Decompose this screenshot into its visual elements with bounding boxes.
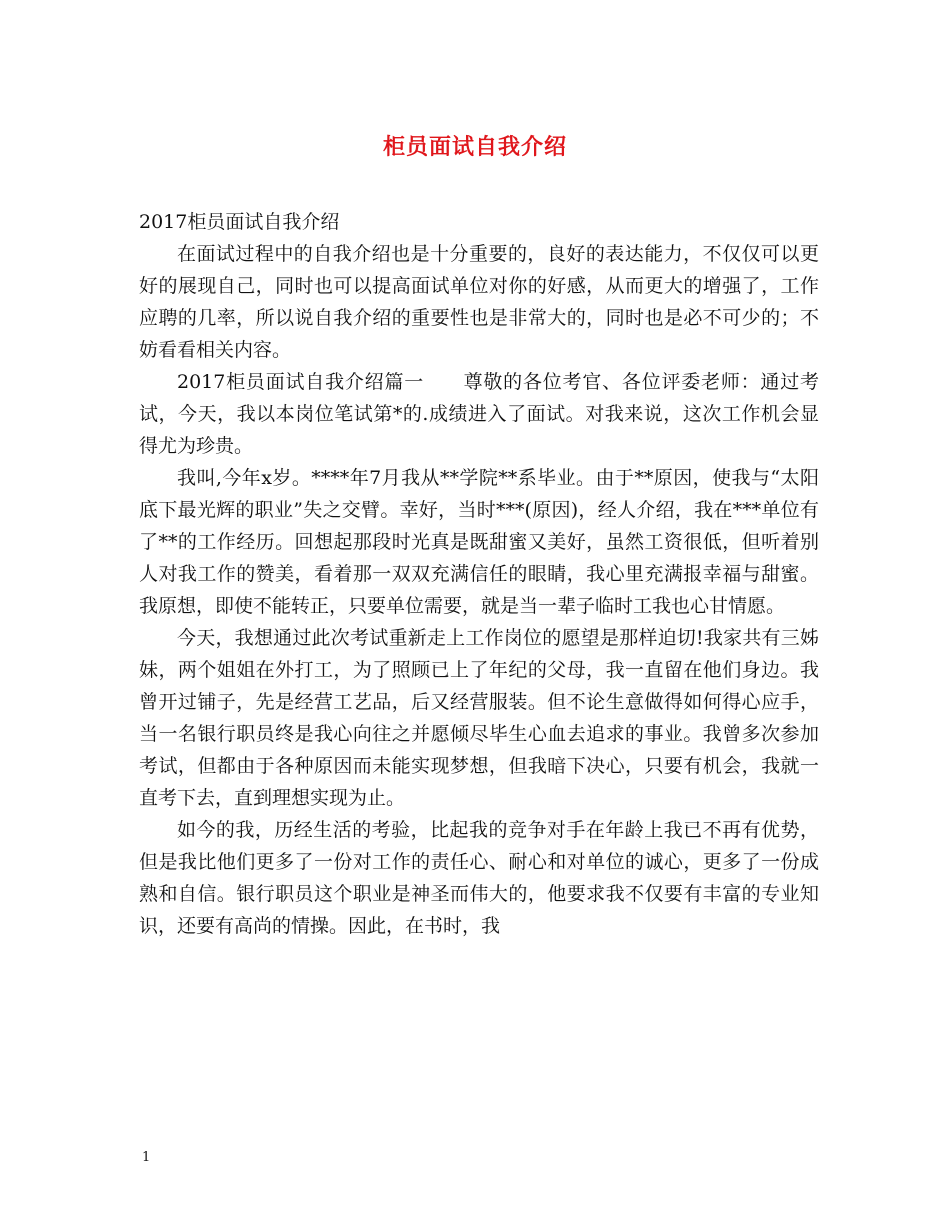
paragraph-greeting: 2017柜员面试自我介绍篇一 尊敬的各位考官、各位评委老师：通过考试，今天，我以本岗位笔试第*的.成绩进入了面试。对我来说，这次工作机会显得尤为珍贵。 [139,371,819,457]
paragraph-aspiration: 今天，我想通过此次考试重新走上工作岗位的愿望是那样迫切!我家共有三姊妹，两个姐姐在外打工，为了照顾已上了年纪的父母，我一直留在他们身边。我曾开过铺子，先是经营工艺品，后又经营服装。但不论生意做得如何得心应手，当一名银行职员终是我心向往之并愿倾尽毕生心血去追求的事业。我曾多次参加考试，但都由于各种原因而未能实现梦想，但我暗下决心，只要有机会，我就一直考下去，直到理想实现为止。 [139,627,819,809]
paragraph-present: 如今的我，历经生活的考验，比起我的竞争对手在年龄上我已不再有优势，但是我比他们更多了一份对工作的责任心、耐心和对单位的诚心，更多了一份成熟和自信。银行职员这个职业是神圣而伟大的，他要求我不仅要有丰富的专业知识，还要有高尚的情操。因此，在书时，我 [139,819,819,937]
paragraph-heading: 2017柜员面试自我介绍 [139,211,340,233]
paragraph-background: 我叫,今年x岁。****年7月我从**学院**系毕业。由于**原因，使我与“太阳底下最光辉的职业”失之交臂。幸好，当时***(原因)，经人介绍，我在***单位有了**的工作经历。回想起那段时光真是既甜蜜又美好，虽然工资很低，但听着别人对我工作的赞美，看着那一双双充满信任的眼睛，我心里充满报幸福与甜蜜。我原想，即使不能转正，只要单位需要，就是当一辈子临时工我也心甘情愿。 [139,467,819,617]
document-title: 柜员面试自我介绍 [382,134,567,160]
document-body [139,206,819,942]
page-number: 1 [142,1150,151,1165]
paragraph-intro: 在面试过程中的自我介绍也是十分重要的，良好的表达能力，不仅仅可以更好的展现自己，同时也可以提高面试单位对你的好感，从而更大的增强了，工作应聘的几率，所以说自我介绍的重要性也是非常大的，同时也是必不可少的；不妨看看相关内容。 [139,243,819,361]
